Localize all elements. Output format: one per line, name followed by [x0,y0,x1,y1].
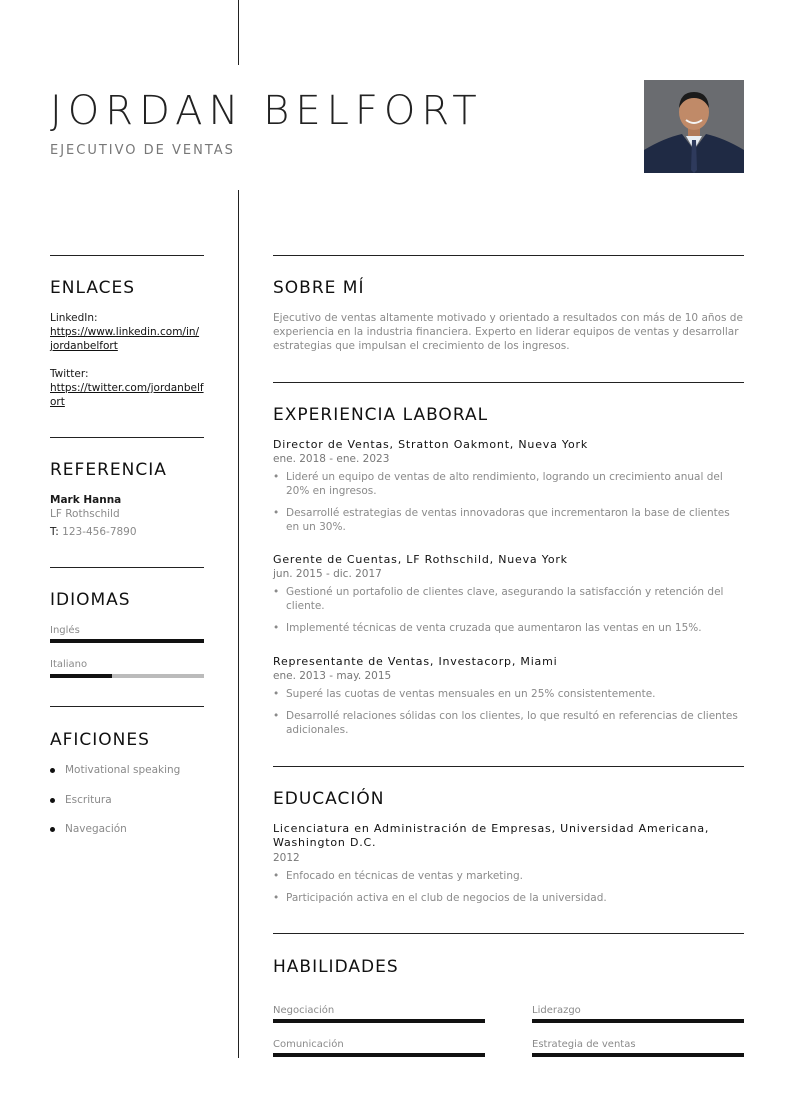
job-dates: ene. 2018 - ene. 2023 [273,453,390,465]
linkedin-link[interactable]: https://www.linkedin.com/in/jordanbelfort [50,326,200,352]
twitter-block [50,367,206,409]
job-bullet: • Superé las cuotas de ventas mensuales en un 25% consistentemente. [273,687,744,701]
bullet-dot-icon [50,827,55,832]
top-divider-line [238,0,239,65]
job-dates: ene. 2013 - may. 2015 [273,670,392,682]
skill-bar-fill [532,1019,744,1023]
reference-divider [50,437,204,438]
language-name: Italiano [50,659,88,670]
education-divider [273,766,744,767]
language-name: Inglés [50,625,80,636]
hobby-item [50,793,112,807]
experience-heading: EXPERIENCIA LABORAL [273,405,489,425]
skill-name: Comunicación [273,1039,344,1050]
candidate-title: EJECUTIVO DE VENTAS [50,143,235,158]
reference-phone: 123-456-7890 [62,526,137,538]
reference-heading: REFERENCIA [50,460,167,480]
job-entry [273,655,744,737]
job-entry [273,553,744,635]
bullet-dot-icon [50,798,55,803]
skill-name: Liderazgo [532,1005,581,1016]
job-bullet: • Desarrollé relaciones sólidas con los clientes, lo que resultó en referencias de clientes adicionales. [273,709,744,737]
experience-divider [273,382,744,383]
reference-name: Mark Hanna [50,494,122,506]
reference-phone-label: T: [50,526,59,538]
reference-company: LF Rothschild [50,508,120,520]
job-title: Gerente de Cuentas, LF Rothschild, Nueva York [273,553,568,566]
hobby-label: Escritura [65,794,112,806]
hobby-item [50,763,180,777]
candidate-name: JORDAN BELFORT [50,88,483,134]
profile-photo [644,80,744,173]
skill-name: Estrategia de ventas [532,1039,636,1050]
job-bullet: • Lideré un equipo de ventas de alto rendimiento, logrando un crecimiento anual del 20% en ingresos. [273,470,744,498]
languages-heading: IDIOMAS [50,590,131,610]
skill-bar-fill [532,1053,744,1057]
hobbies-divider [50,706,204,707]
job-entry [273,438,744,534]
bullet-dot-icon [50,768,55,773]
degree-title: Licenciatura en Administración de Empresas, Universidad Americana, Washington D.C. [273,822,710,849]
skills-heading: HABILIDADES [273,957,399,977]
links-divider [50,255,204,256]
job-bullet: • Implementé técnicas de venta cruzada que aumentaron las ventas en un 15%. [273,621,744,635]
languages-divider [50,567,204,568]
job-bullet: • Gestioné un portafolio de clientes clave, asegurando la satisfacción y retención del cliente. [273,585,744,613]
language-bar-fill [50,674,112,678]
column-divider-line [238,190,239,1058]
education-bullet: • Enfocado en técnicas de ventas y marketing. [273,869,744,883]
job-dates: jun. 2015 - dic. 2017 [273,568,382,580]
hobby-item [50,822,127,836]
skill-bar-fill [273,1019,485,1023]
linkedin-label: LinkedIn: [50,312,98,324]
about-heading: SOBRE MÍ [273,278,365,298]
education-heading: EDUCACIÓN [273,789,385,809]
skills-divider [273,933,744,934]
education-entry [273,822,744,905]
links-heading: ENLACES [50,278,136,298]
twitter-link[interactable]: https://twitter.com/jordanbelfort [50,382,204,408]
degree-year: 2012 [273,852,300,864]
about-text: Ejecutivo de ventas altamente motivado y orientado a resultados con más de 10 años de experiencia en la industria financiera. Experto en liderar equipos de ventas y desarrollar estrategias que impulsan el crecimiento de los ingresos. [273,312,743,352]
job-bullet: • Desarrollé estrategias de ventas innovadoras que incrementaron la base de clientes en un 30%. [273,506,744,534]
reference-block [50,493,204,539]
twitter-label: Twitter: [50,368,89,380]
reference-phone-row [50,525,204,539]
hobbies-heading: AFICIONES [50,730,150,750]
hobby-label: Motivational speaking [65,764,181,776]
portrait-image [644,80,744,173]
language-bar-fill [50,639,204,643]
skill-bar-fill [273,1053,485,1057]
linkedin-block [50,311,200,353]
skill-name: Negociación [273,1005,335,1016]
hobby-label: Navegación [65,823,127,835]
education-bullet: • Participación activa en el club de negocios de la universidad. [273,891,744,905]
about-divider [273,255,744,256]
job-title: Representante de Ventas, Investacorp, Miami [273,655,558,668]
job-title: Director de Ventas, Stratton Oakmont, Nueva York [273,438,588,451]
